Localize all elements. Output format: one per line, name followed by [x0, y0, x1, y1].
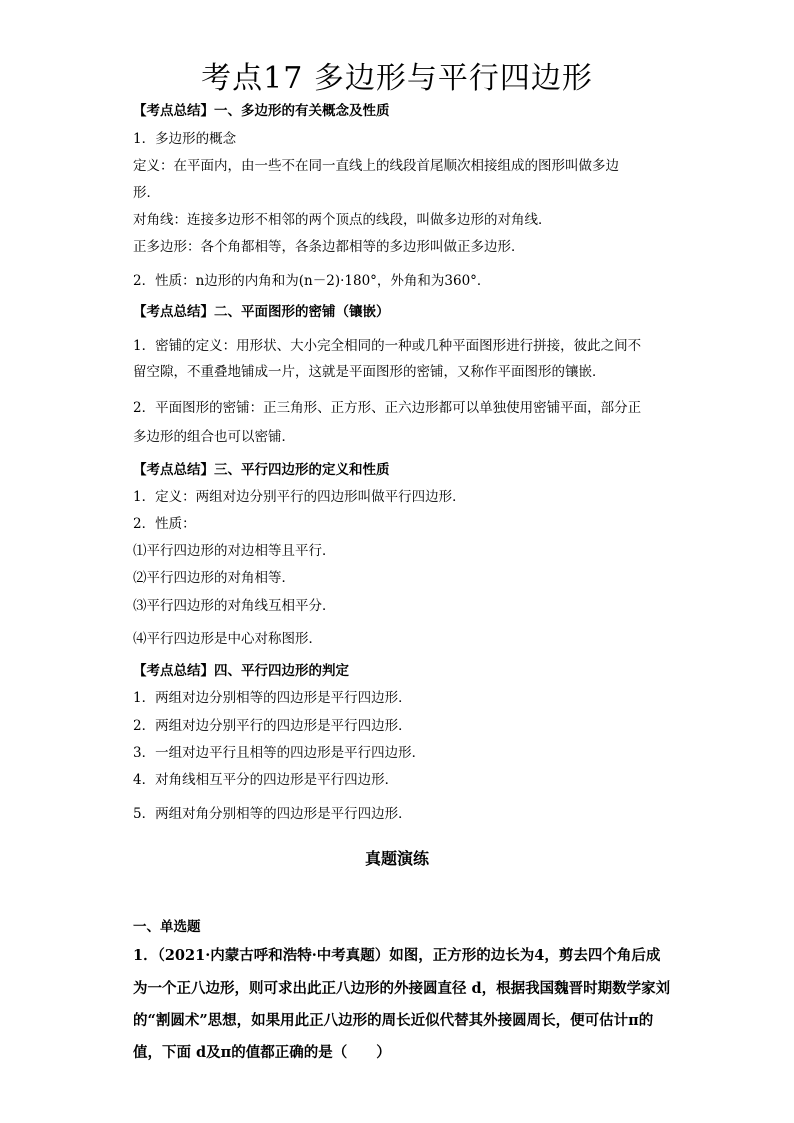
- section-4-line-3: 3．一组对边平行且相等的四边形是平行四边形．: [133, 745, 426, 761]
- section-heading-3: 【考点总结】三、平行四边形的定义和性质: [133, 462, 390, 478]
- section-3-line-1: 1．定义：两组对边分别平行的四边形叫做平行四边形．: [133, 489, 466, 505]
- section-2-line-2: 留空隙，不重叠地铺成一片，这就是平面图形的密铺，又称作平面图形的镶嵌．: [133, 364, 606, 380]
- section-3-line-3: ⑴平行四边形的对边相等且平行．: [133, 543, 336, 559]
- practice-heading: 真题演练: [364, 849, 429, 868]
- section-3-line-5: ⑶平行四边形的对角线互相平分．: [133, 598, 336, 614]
- question-1-line-3: 的“割圆术”思想，如果用此正八边形的周长近似代替其外接圆周长，便可估计π的: [133, 1012, 654, 1029]
- section-1-line-3: 形．: [133, 185, 160, 201]
- section-1-line-6: 2．性质：n边形的内角和为(n－2)·180°，外角和为360°．: [133, 273, 491, 289]
- section-2-line-1: 1．密铺的定义：用形状、大小完全相同的一种或几种平面图形进行拼接，彼此之间不: [133, 338, 642, 354]
- section-1-line-1: 1．多边形的概念: [133, 131, 237, 147]
- section-3-line-6: ⑷平行四边形是中心对称图形．: [133, 631, 322, 647]
- section-heading-2: 【考点总结】二、平面图形的密铺（镶嵌）: [133, 304, 390, 320]
- document-title: 考点17 多边形与平行四边形: [201, 61, 593, 96]
- question-1-line-2: 为一个正八边形，则可求出此正八边形的外接圆直径 d，根据我国魏晋时期数学家刘: [133, 980, 671, 997]
- section-3-line-2: 2．性质：: [133, 516, 196, 532]
- section-1-line-4: 对角线：连接多边形不相邻的两个顶点的线段，叫做多边形的对角线．: [133, 212, 552, 228]
- section-2-line-3: 2．平面图形的密铺：正三角形、正方形、正六边形都可以单独使用密铺平面，部分正: [133, 400, 642, 416]
- section-4-line-4: 4．对角线相互平分的四边形是平行四边形．: [133, 772, 399, 788]
- section-heading-4: 【考点总结】四、平行四边形的判定: [133, 663, 349, 679]
- question-1-line-1: 1．（2021·内蒙古呼和浩特·中考真题）如图，正方形的边长为4，剪去四个角后成: [133, 947, 661, 964]
- section-1-line-5: 正多边形：各个角都相等，各条边都相等的多边形叫做正多边形．: [133, 239, 525, 255]
- question-1-line-4: 值，下面 d及π的值都正确的是（ ）: [133, 1044, 391, 1061]
- section-4-line-2: 2．两组对边分别平行的四边形是平行四边形．: [133, 718, 412, 734]
- section-2-line-4: 多边形的组合也可以密铺．: [133, 429, 295, 445]
- question-type-heading: 一、单选题: [133, 919, 201, 935]
- section-4-line-1: 1．两组对边分别相等的四边形是平行四边形．: [133, 690, 412, 706]
- section-1-line-2: 定义：在平面内，由一些不在同一直线上的线段首尾顺次相接组成的图形叫做多边: [133, 158, 619, 174]
- section-3-line-4: ⑵平行四边形的对角相等．: [133, 570, 295, 586]
- section-4-line-5: 5．两组对角分别相等的四边形是平行四边形．: [133, 806, 412, 822]
- section-heading-1: 【考点总结】一、多边形的有关概念及性质: [133, 103, 390, 119]
